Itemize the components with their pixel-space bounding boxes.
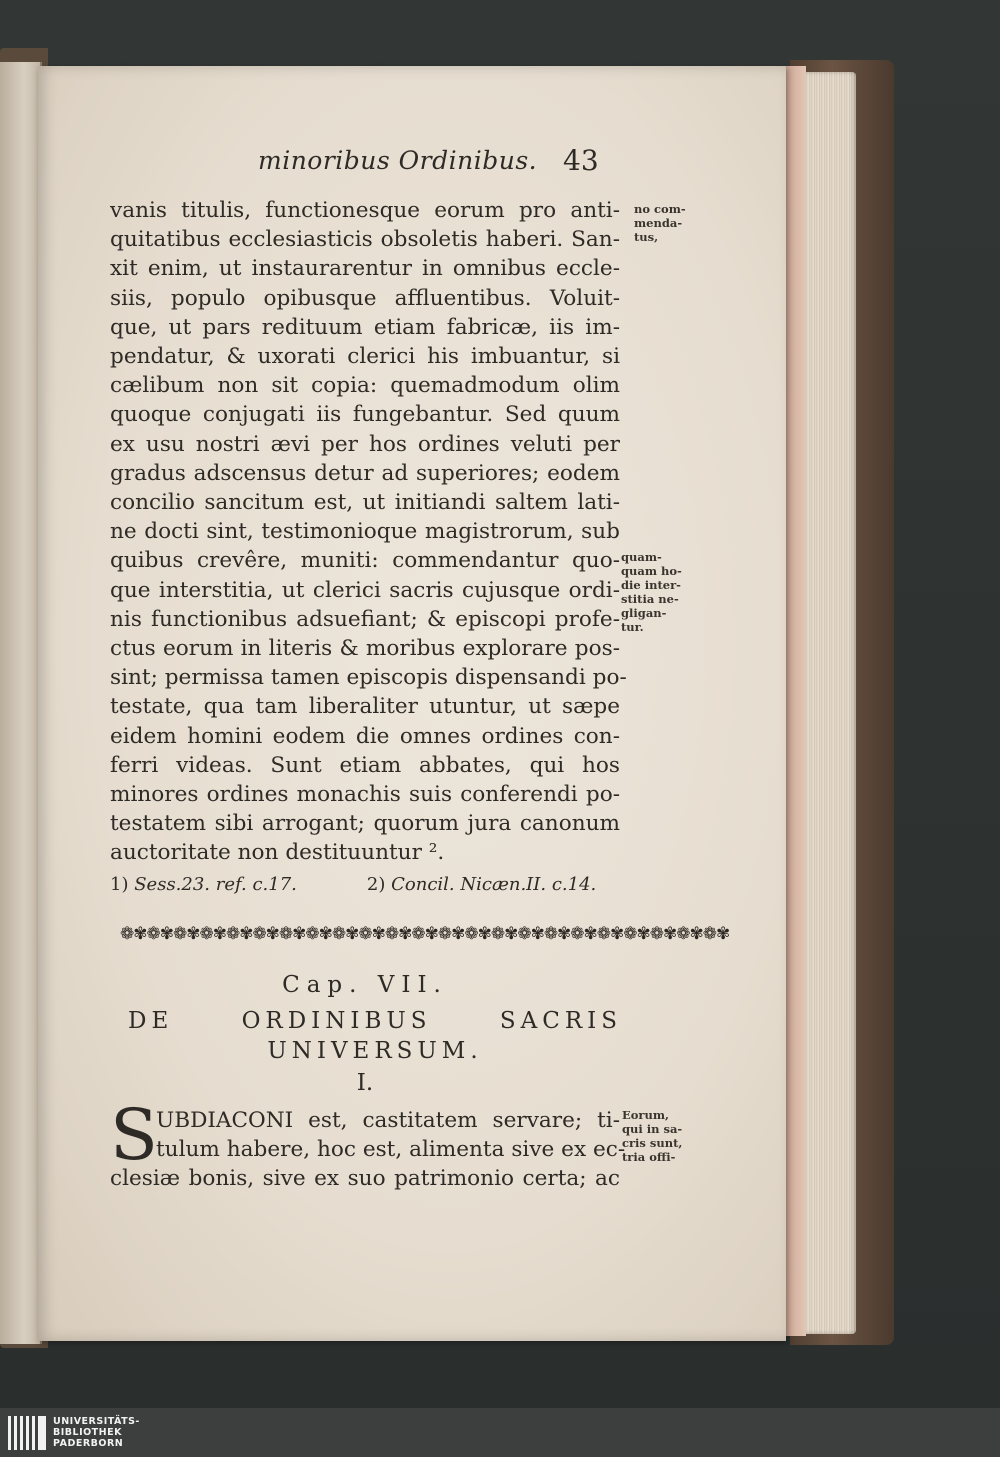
running-head-title: minoribus Ordinibus. xyxy=(258,146,538,175)
text-line: quoque conjugati iis fungebantur. Sed quum xyxy=(110,402,620,428)
margin-note-2: quam- quam ho- die inter- stitia ne- gligan- tur. xyxy=(621,550,682,634)
footnote-2-text: Concil. Nicæn.II. c.14. xyxy=(391,874,597,895)
body-paragraph xyxy=(110,196,627,868)
chapter-title-line-2: UNIVERSUM. xyxy=(267,1038,483,1064)
text-line: pendatur, & uxorati clerici his imbuantur, si xyxy=(110,344,620,370)
text-line: ferri videas. Sunt etiam abbates, qui hos xyxy=(110,752,620,778)
text-line: que, ut pars redituum etiam fabricæ, iis im- xyxy=(110,314,620,340)
book-page xyxy=(38,66,786,1341)
library-logo-icon xyxy=(8,1416,48,1450)
ornament-divider: ❁✾❁✾❁✾❁✾❁✾❁✾❁✾❁✾❁✾❁✾❁✾❁✾❁✾❁✾❁✾❁✾❁✾❁✾❁✾❁✾❁✾❁✾❁✾ xyxy=(120,924,730,944)
chapter-title xyxy=(128,1006,622,1066)
footnote-2 xyxy=(367,874,596,895)
text-line: ctus eorum in literis & moribus explorare pos- xyxy=(110,636,620,662)
running-head xyxy=(218,142,658,182)
library-name-line-3: PADERBORN xyxy=(53,1438,124,1449)
text-line: minores ordines monachis suis conferendi po- xyxy=(110,782,620,808)
final-paragraph xyxy=(110,1106,626,1194)
text-line: ne docti sint, testimonioque magistrorum, sub xyxy=(110,519,620,545)
margin-note-1: no com- menda- tus, xyxy=(634,202,686,244)
margin-note-3: Eorum, qui in sa- cris sunt, tria offi- xyxy=(622,1108,683,1164)
text-line: nis functionibus adsuefiant; & episcopi profe- xyxy=(110,606,620,632)
footnote-1-text: Sess.23. ref. c.17. xyxy=(134,874,297,895)
footnote-1-marker: 1) xyxy=(110,874,129,895)
left-page-edge xyxy=(0,62,42,1344)
text-line: eidem homini eodem die omnes ordines con- xyxy=(110,723,620,749)
chapter-heading: Cap. VII. xyxy=(282,972,448,998)
footnote-2-marker: 2) xyxy=(366,874,386,895)
text-line: ex usu nostri ævi per hos ordines veluti per xyxy=(110,431,620,457)
library-name xyxy=(53,1416,140,1449)
section-number: I. xyxy=(356,1070,374,1096)
text-line: cælibum non sit copia: quemadmodum olim xyxy=(110,373,620,399)
text-line: gradus adscensus detur ad superiores; eodem xyxy=(110,460,620,486)
text-line: sint; permissa tamen episcopis dispensandi po- xyxy=(110,665,627,691)
library-footer xyxy=(0,1408,1000,1457)
chapter-title-line-1: DE ORDINIBUS SACRIS xyxy=(128,1008,622,1034)
page-edges xyxy=(800,72,856,1334)
text-line: siis, populo opibusque affluentibus. Voluit- xyxy=(110,285,620,311)
footnote-1 xyxy=(110,874,297,895)
text-line: quibus crevêre, muniti: commendantur quo- xyxy=(110,548,620,574)
text-line: concilio sancitum est, ut initiandi saltem lati- xyxy=(110,490,620,516)
library-name-line-2: BIBLIOTHEK xyxy=(53,1427,122,1438)
library-name-line-1: UNIVERSITÄTS- xyxy=(53,1416,140,1427)
text-line: que interstitia, ut clerici sacris cujusque ordi- xyxy=(110,577,620,603)
text-line: testate, qua tam liberaliter utuntur, ut sæpe xyxy=(110,694,620,720)
text-line: UBDIACONI est, castitatem servare; ti- xyxy=(156,1108,620,1133)
text-line: tulum habere, hoc est, alimenta sive ex ec- xyxy=(156,1137,626,1163)
text-line: xit enim, ut instaurarentur in omnibus eccle- xyxy=(110,256,620,282)
text-line: vanis titulis, functionesque eorum pro anti- xyxy=(110,198,620,223)
page-number: 43 xyxy=(563,144,599,177)
text-line: testatem sibi arrogant; quorum jura canonum xyxy=(110,811,620,837)
drop-cap: S xyxy=(110,1094,158,1176)
text-line: clesiæ bonis, sive ex suo patrimonio certa; ac xyxy=(110,1166,620,1192)
text-line: quitatibus ecclesiasticis obsoletis haberi. San- xyxy=(110,227,620,253)
text-line: auctoritate non destituuntur ². xyxy=(110,840,445,866)
footnotes xyxy=(110,874,620,895)
